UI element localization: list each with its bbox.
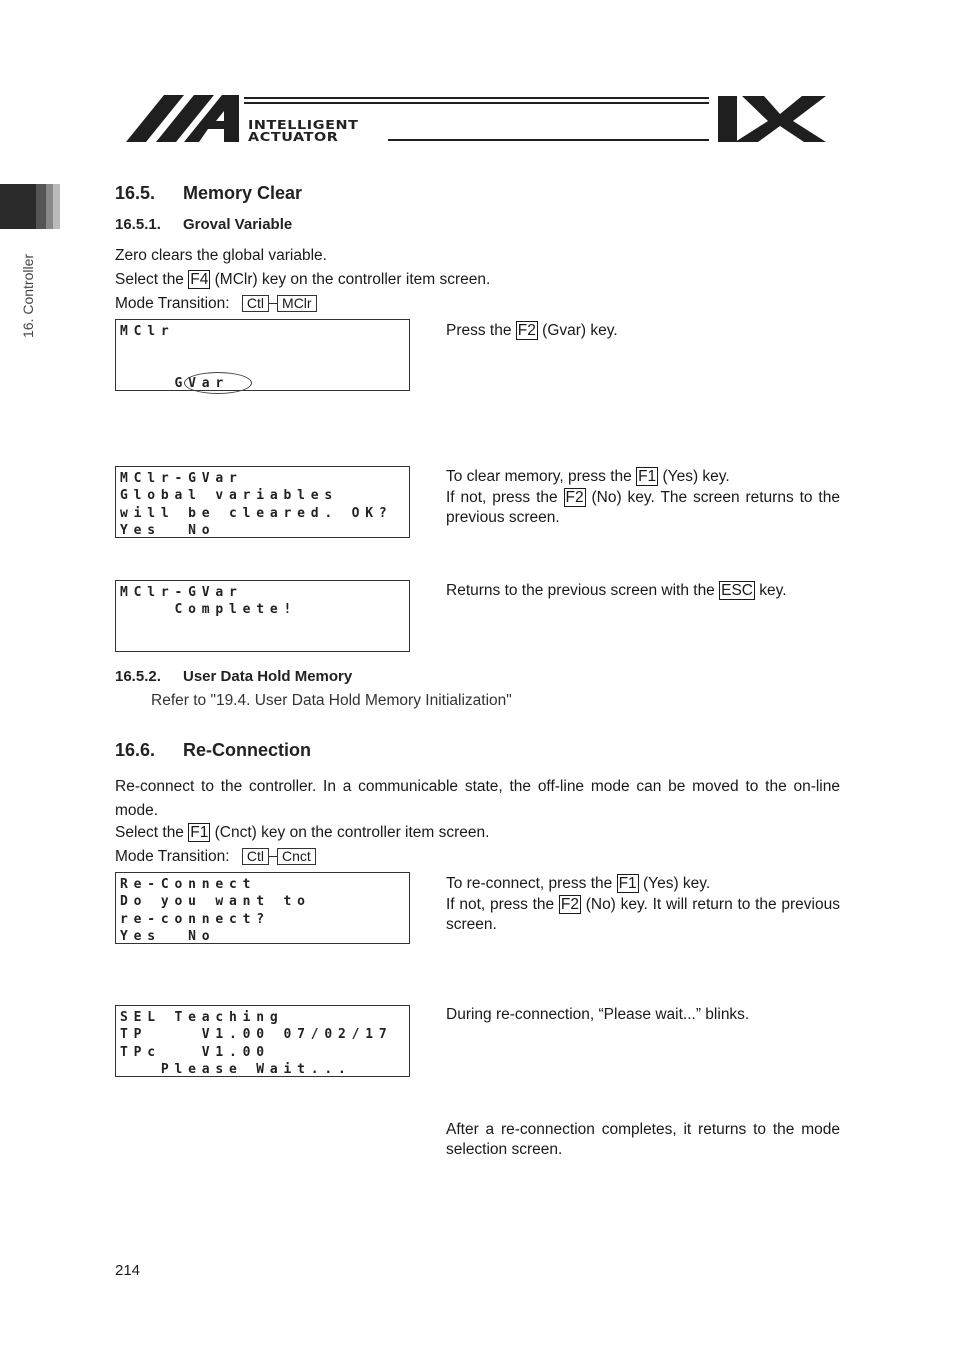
key-esc: ESC [721, 582, 753, 599]
section-title: Memory Clear [183, 183, 303, 203]
lcd-line: GVar [120, 376, 230, 391]
text: (Gvar) key. [537, 322, 618, 339]
lcd-line: will be cleared. OK? [120, 506, 393, 521]
section-title: Re-Connection [183, 740, 311, 760]
lcd-line: Complete! [120, 602, 298, 617]
subsection-title: User Data Hold Memory [183, 668, 353, 685]
desc-clear-f1 [446, 467, 730, 487]
select-instruction [115, 823, 489, 843]
subsection-heading-groval-variable [115, 216, 292, 233]
desc-not-f2 [446, 488, 840, 528]
lcd-screen-mclr [115, 319, 410, 391]
lcd-line: Re-Connect [120, 877, 257, 892]
subsection-heading-user-data-hold-memory [115, 668, 352, 685]
lcd-screen-mclr-gvar-complete [115, 580, 410, 652]
key-f1: F1 [618, 875, 637, 892]
gvar-highlight-oval [184, 372, 252, 394]
desc-esc [446, 581, 787, 601]
chapter-label: 16. Controller [20, 253, 36, 338]
text: key. [755, 582, 787, 599]
mode-transition-keys [240, 294, 317, 314]
desc-reconnect-f1 [446, 874, 710, 894]
lcd-line: TP V1.00 07/02/17 [120, 1027, 393, 1042]
intro-text: Re-connect to the controller. In a communicable state, the off-line mode can be moved to the on-line mode. [115, 778, 840, 819]
key-mclr: MClr [277, 295, 317, 312]
key-f4: F4 [190, 271, 209, 288]
subsection-title: Groval Variable [183, 216, 293, 233]
select-instruction [115, 270, 490, 290]
desc-please-wait: During re-connection, “Please wait...” blinks. [446, 1006, 750, 1023]
text: Select the [115, 824, 189, 841]
connector-line [269, 303, 277, 304]
mode-transition-keys [240, 847, 316, 867]
logo-text-actuator: ACTUATOR [248, 129, 339, 144]
page-number: 214 [115, 1262, 141, 1279]
text: If not, press the [446, 489, 564, 506]
text: To clear memory, press the [446, 468, 637, 485]
desc-press-f2 [446, 321, 618, 341]
section-number: 16.6. [115, 740, 156, 760]
lcd-line: TPc V1.00 [120, 1045, 270, 1060]
ia-logo-mark-icon [126, 95, 826, 147]
connector-line [269, 856, 277, 857]
lcd-line: Do you want to [120, 894, 311, 909]
text: Returns to the previous screen with the [446, 582, 720, 599]
lcd-line: re-connect? [120, 912, 270, 927]
subsection-number: 16.5.1. [115, 216, 161, 233]
lcd-line: Yes No [120, 929, 216, 944]
key-ctl: Ctl [242, 848, 269, 865]
mode-transition [115, 294, 317, 314]
lcd-line: Yes No [120, 523, 216, 538]
lcd-line: MClr-GVar [120, 471, 243, 486]
section-number: 16.5. [115, 183, 156, 203]
reference-text: Refer to "19.4. User Data Hold Memory Initialization" [151, 692, 512, 709]
key-ctl: Ctl [242, 295, 269, 312]
key-f2: F2 [565, 489, 584, 506]
key-f2: F2 [560, 896, 579, 913]
intro-text: Zero clears the global variable. [115, 247, 327, 264]
lcd-line: SEL Teaching [120, 1010, 284, 1025]
logo-wordmark [248, 119, 358, 143]
key-f2: F2 [517, 322, 536, 339]
chapter-tab [0, 184, 60, 229]
desc-not-f2 [446, 895, 840, 935]
key-cnct: Cnct [277, 848, 316, 865]
mode-transition-label: Mode Transition: [115, 295, 230, 313]
lcd-line: Please Wait... [120, 1062, 352, 1077]
lcd-line: MClr [120, 324, 175, 339]
text: (MClr) key on the controller item screen. [210, 271, 491, 288]
lcd-line: MClr-GVar [120, 585, 243, 600]
lcd-screen-mclr-gvar-confirm [115, 466, 410, 538]
section-heading-memory-clear [115, 183, 302, 204]
text: (Yes) key. [638, 875, 711, 892]
logo-text-intelligent: INTELLIGENT [248, 117, 359, 132]
header-logo [126, 95, 826, 147]
subsection-number: 16.5.2. [115, 668, 161, 685]
section-heading-re-connection [115, 740, 311, 761]
text: If not, press the [446, 896, 559, 913]
lcd-screen-sel-teaching [115, 1005, 410, 1077]
mode-transition-label: Mode Transition: [115, 848, 230, 866]
text: (No) key. The screen returns to the previous screen. [446, 489, 840, 526]
key-f1: F1 [638, 468, 657, 485]
mode-transition [115, 847, 316, 867]
lcd-line: Global variables [120, 488, 339, 503]
desc-after-reconnect: After a re-connection completes, it returns to the mode selection screen. [446, 1121, 840, 1158]
text: Press the [446, 322, 516, 339]
text: (No) key. It will return to the previous screen. [446, 896, 840, 933]
key-f1: F1 [190, 824, 209, 841]
text: (Yes) key. [658, 468, 730, 485]
chapter-tab-bars-icon [0, 184, 60, 229]
text: To re-connect, press the [446, 875, 617, 892]
text: (Cnct) key on the controller item screen. [210, 824, 490, 841]
text: Select the [115, 271, 189, 288]
lcd-screen-re-connect [115, 872, 410, 944]
